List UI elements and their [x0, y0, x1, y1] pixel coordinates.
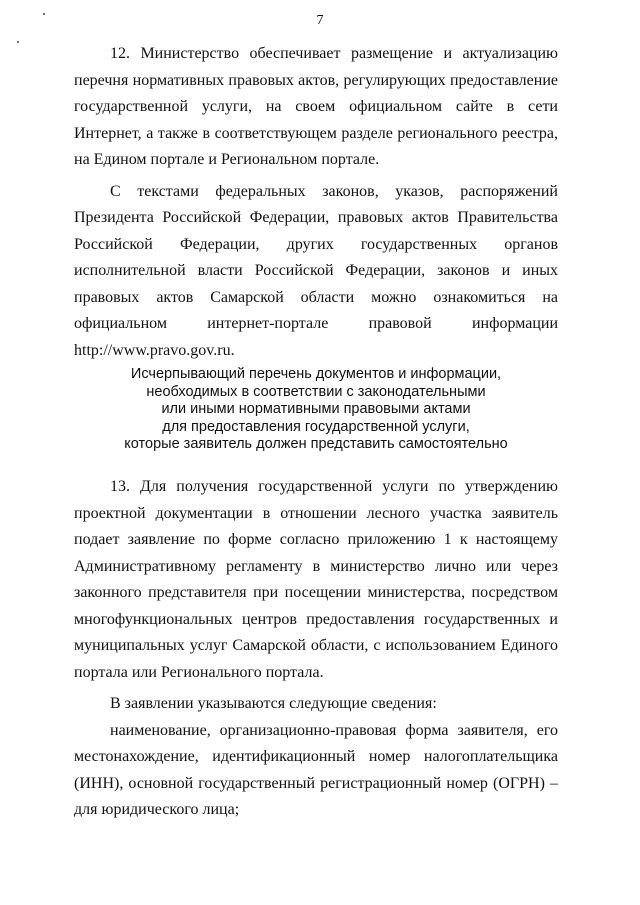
heading-line: необходимых в соответствии с законодательными	[146, 383, 486, 400]
heading-line: которые заявитель должен представить самостоятельно	[124, 436, 508, 452]
heading-line: для предоставления государственной услуги,	[162, 418, 470, 435]
paragraph-application-info: В заявлении указываются следующие сведения:	[110, 695, 437, 712]
heading-line: или иными нормативными правовыми актами	[161, 401, 471, 417]
heading-line: Исчерпывающий перечень документов и информации,	[130, 366, 502, 382]
scan-artifact-dot	[17, 41, 19, 43]
section-bottom	[74, 474, 558, 824]
page-number: 7	[316, 13, 324, 28]
paragraph-name-details: наименование, организационно-правовая форма заявителя, его местонахождение, идентификационный номер налогоплательщика (ИНН), основной государственный регистрационный номер (ОГРН) – для юридического лица;	[74, 721, 558, 818]
paragraph-12: 12. Министерство обеспечивает размещение и актуализацию перечня нормативных правовых актов, регулирующих предоставление государственной услуги, на своем официальном сайте в сети Интернет, а также в соответствующем разделе регионального реестра, на Едином портале и Региональном портале.	[74, 45, 558, 168]
paragraph-13: 13. Для получения государственной услуги по утверждению проектной документации в отношении лесного участка заявитель подает заявление по форме согласно приложению 1 к настоящему Административному регламенту в министерство лично или через законного представителя при посещении министерства, посредством многофункциональных центров предоставления государственных и муниципальных услуг Самарской области, с использованием Единого портала или Регионального портала.	[74, 478, 558, 681]
section-top	[74, 41, 558, 364]
section-heading	[74, 366, 558, 454]
paragraph-legal-texts: С текстами федеральных законов, указов, распоряжений Президента Российской Федерации, правовых актов Правительства Российской Федерации, других государственных органов исполнительной власти Российской Федерации, законов и иных правовых актов Самарской области можно ознакомиться на официальном интернет-портале правовой информации http://www.pravo.gov.ru.	[74, 182, 558, 359]
